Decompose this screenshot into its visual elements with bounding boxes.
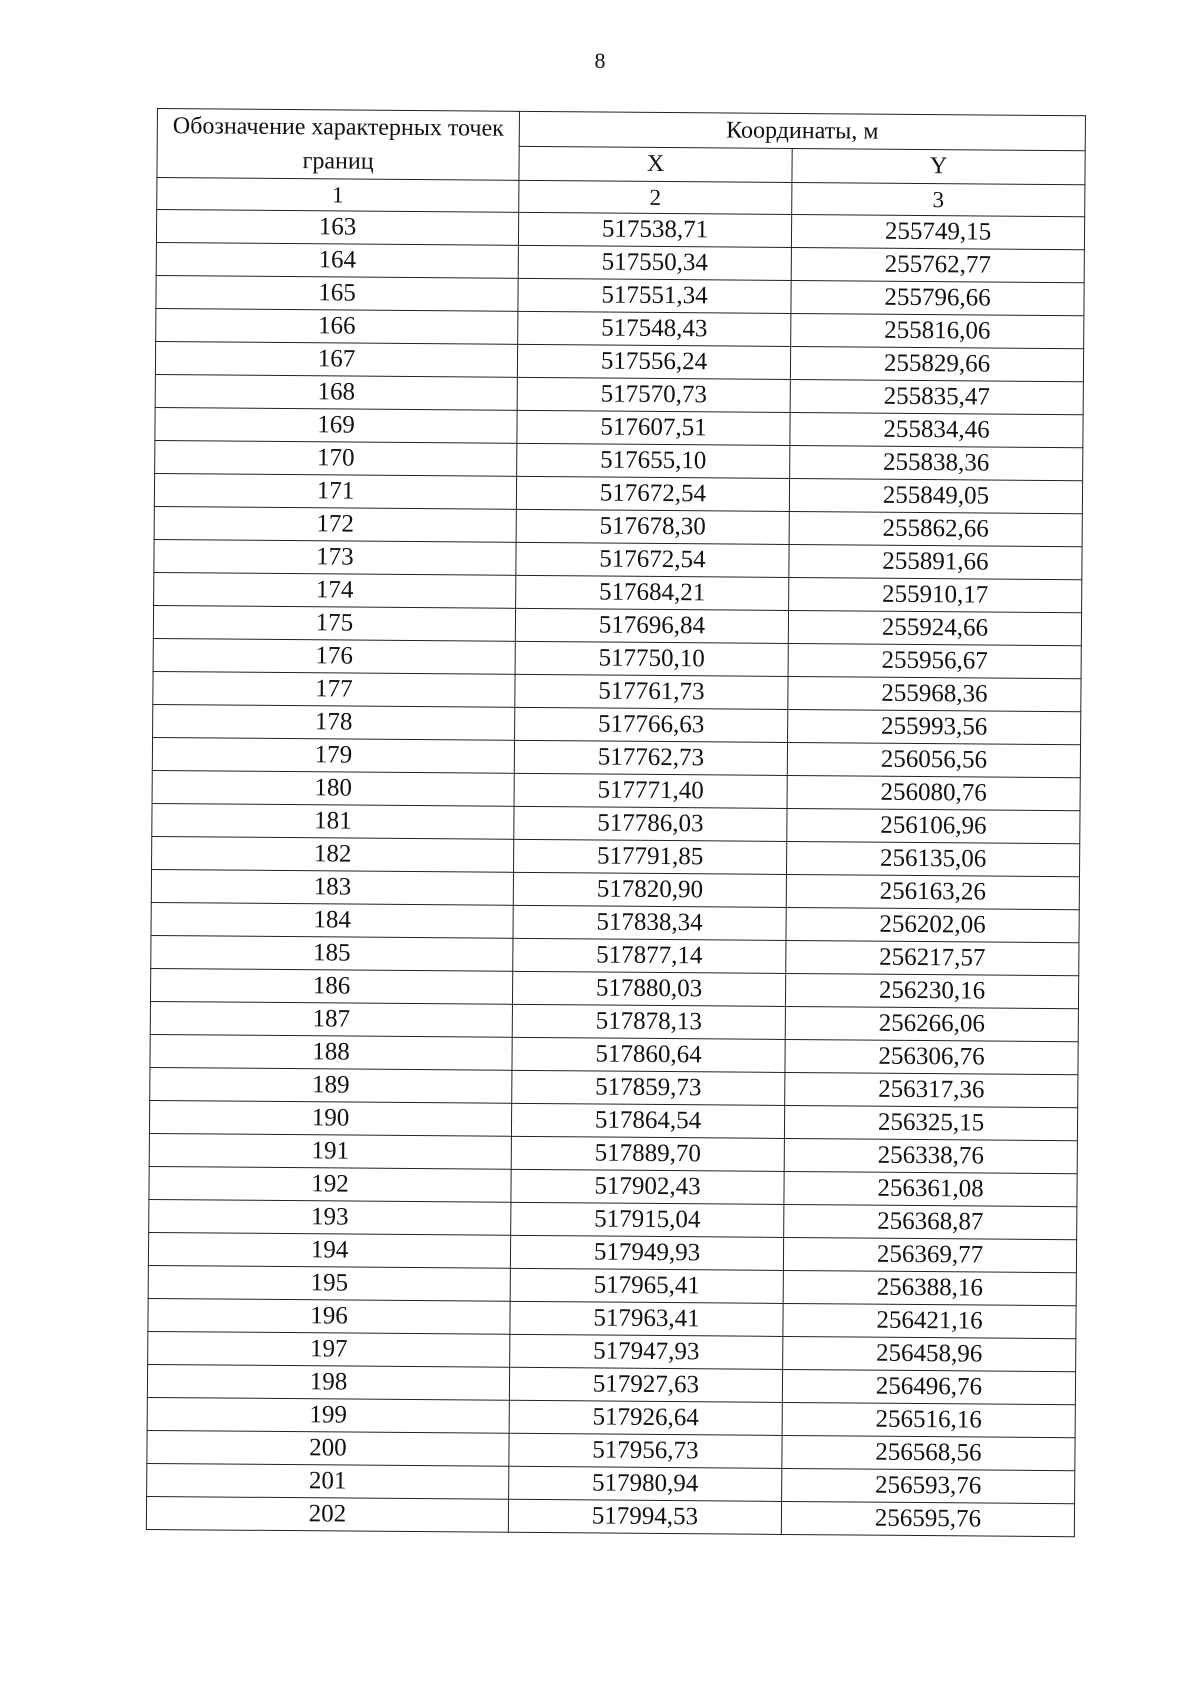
x-coordinate-cell: 517926,64 [509, 1400, 782, 1435]
y-coordinate-cell: 255993,56 [788, 709, 1081, 744]
point-cell: 185 [151, 935, 513, 971]
y-coordinate-cell: 255762,77 [791, 247, 1084, 282]
point-cell: 200 [147, 1430, 509, 1466]
y-coordinate-cell: 255910,17 [789, 577, 1082, 612]
x-coordinate-cell: 517570,73 [517, 377, 790, 412]
point-cell: 188 [150, 1034, 512, 1070]
header-point-label: Обозначение характерных точек границ [157, 109, 520, 181]
x-coordinate-cell: 517859,73 [512, 1070, 785, 1105]
y-coordinate-cell: 256496,76 [782, 1369, 1075, 1404]
x-coordinate-cell: 517762,73 [514, 740, 787, 775]
x-coordinate-cell: 517761,73 [515, 674, 788, 709]
x-coordinate-cell: 517860,64 [512, 1037, 785, 1072]
x-coordinate-cell: 517538,71 [518, 212, 791, 247]
column-number: 2 [519, 180, 792, 214]
point-cell: 184 [151, 902, 513, 938]
point-cell: 182 [152, 836, 514, 872]
y-coordinate-cell: 255838,36 [790, 445, 1083, 480]
y-coordinate-cell: 255749,15 [791, 214, 1084, 249]
point-cell: 201 [147, 1463, 509, 1499]
y-coordinate-cell: 256421,16 [783, 1303, 1076, 1338]
point-cell: 196 [148, 1298, 510, 1334]
point-cell: 181 [152, 803, 514, 839]
y-coordinate-cell: 255891,66 [789, 544, 1082, 579]
point-cell: 175 [153, 605, 515, 641]
x-coordinate-cell: 517678,30 [516, 509, 789, 544]
point-cell: 187 [150, 1001, 512, 1037]
x-coordinate-cell: 517838,34 [513, 905, 786, 940]
point-cell: 172 [154, 506, 516, 542]
y-coordinate-cell: 255924,66 [788, 610, 1081, 645]
point-cell: 163 [156, 210, 518, 246]
y-coordinate-cell: 256266,06 [785, 1006, 1078, 1041]
x-coordinate-cell: 517607,51 [517, 410, 790, 445]
point-cell: 197 [148, 1331, 510, 1367]
y-coordinate-cell: 256593,76 [782, 1468, 1075, 1503]
y-coordinate-cell: 256516,16 [782, 1402, 1075, 1437]
x-coordinate-cell: 517791,85 [514, 839, 787, 874]
x-coordinate-cell: 517956,73 [509, 1433, 782, 1468]
point-cell: 194 [148, 1232, 510, 1268]
x-coordinate-cell: 517672,54 [516, 476, 789, 511]
header-x: X [519, 146, 792, 183]
x-coordinate-cell: 517684,21 [516, 575, 789, 610]
point-cell: 165 [156, 275, 518, 311]
x-coordinate-cell: 517980,94 [509, 1466, 782, 1501]
x-coordinate-cell: 517927,63 [509, 1367, 782, 1402]
point-cell: 174 [154, 572, 516, 608]
y-coordinate-cell: 256325,15 [784, 1105, 1077, 1140]
x-coordinate-cell: 517878,13 [512, 1004, 785, 1039]
point-cell: 169 [155, 407, 517, 443]
point-cell: 179 [152, 737, 514, 773]
x-coordinate-cell: 517949,93 [510, 1235, 783, 1270]
y-coordinate-cell: 256306,76 [785, 1039, 1078, 1074]
y-coordinate-cell: 256080,76 [787, 775, 1080, 810]
x-coordinate-cell: 517880,03 [512, 971, 785, 1006]
x-coordinate-cell: 517750,10 [515, 641, 788, 676]
x-coordinate-cell: 517994,53 [508, 1499, 781, 1534]
y-coordinate-cell: 256230,16 [785, 973, 1078, 1008]
header-coordinates: Координаты, м [519, 111, 1085, 150]
x-coordinate-cell: 517786,03 [514, 806, 787, 841]
y-coordinate-cell: 256595,76 [781, 1501, 1074, 1536]
point-cell: 178 [153, 704, 515, 740]
coordinates-table [146, 108, 1086, 1537]
point-cell: 198 [147, 1364, 509, 1400]
y-coordinate-cell: 255968,36 [788, 676, 1081, 711]
y-coordinate-cell: 255835,47 [790, 379, 1083, 414]
point-cell: 183 [151, 869, 513, 905]
y-coordinate-cell: 256317,36 [785, 1072, 1078, 1107]
x-coordinate-cell: 517864,54 [511, 1103, 784, 1138]
x-coordinate-cell: 517551,34 [518, 278, 791, 313]
y-coordinate-cell: 256217,57 [786, 940, 1079, 975]
y-coordinate-cell: 256135,06 [786, 841, 1079, 876]
x-coordinate-cell: 517947,93 [510, 1334, 783, 1369]
x-coordinate-cell: 517820,90 [513, 872, 786, 907]
point-cell: 176 [153, 638, 515, 674]
coordinates-table-wrapper [146, 108, 1085, 1537]
page-number: 8 [594, 48, 606, 73]
point-cell: 168 [155, 374, 517, 410]
point-cell: 199 [147, 1397, 509, 1433]
y-coordinate-cell: 256361,08 [784, 1171, 1077, 1206]
table-row [146, 1496, 1074, 1536]
x-coordinate-cell: 517766,63 [515, 707, 788, 742]
x-coordinate-cell: 517696,84 [515, 608, 788, 643]
x-coordinate-cell: 517963,41 [510, 1301, 783, 1336]
y-coordinate-cell: 256568,56 [782, 1435, 1075, 1470]
point-cell: 195 [148, 1265, 510, 1301]
y-coordinate-cell: 256369,77 [783, 1237, 1076, 1272]
y-coordinate-cell: 256388,16 [783, 1270, 1076, 1305]
y-coordinate-cell: 255862,66 [789, 511, 1082, 546]
y-coordinate-cell: 256056,56 [787, 742, 1080, 777]
x-coordinate-cell: 517556,24 [517, 344, 790, 379]
x-coordinate-cell: 517655,10 [517, 443, 790, 478]
point-cell: 191 [149, 1133, 511, 1169]
y-coordinate-cell: 255796,66 [791, 280, 1084, 315]
point-cell: 192 [149, 1166, 511, 1202]
x-coordinate-cell: 517902,43 [511, 1169, 784, 1204]
point-cell: 189 [150, 1067, 512, 1103]
point-cell: 171 [154, 473, 516, 509]
column-number: 3 [792, 182, 1085, 216]
y-coordinate-cell: 255816,06 [791, 313, 1084, 348]
y-coordinate-cell: 256202,06 [786, 907, 1079, 942]
point-cell: 167 [155, 341, 517, 377]
y-coordinate-cell: 255956,67 [788, 643, 1081, 678]
x-coordinate-cell: 517672,54 [516, 542, 789, 577]
point-cell: 186 [150, 968, 512, 1004]
x-coordinate-cell: 517548,43 [518, 311, 791, 346]
y-coordinate-cell: 256163,26 [786, 874, 1079, 909]
table-header-row [157, 109, 1085, 151]
y-coordinate-cell: 256338,76 [784, 1138, 1077, 1173]
point-cell: 180 [152, 770, 514, 806]
x-coordinate-cell: 517915,04 [511, 1202, 784, 1237]
y-coordinate-cell: 255834,46 [790, 412, 1083, 447]
column-number: 1 [157, 178, 519, 213]
point-cell: 173 [154, 539, 516, 575]
y-coordinate-cell: 256106,96 [787, 808, 1080, 843]
header-y: Y [792, 148, 1085, 185]
x-coordinate-cell: 517877,14 [513, 938, 786, 973]
y-coordinate-cell: 256458,96 [783, 1336, 1076, 1371]
x-coordinate-cell: 517771,40 [514, 773, 787, 808]
point-cell: 170 [155, 440, 517, 476]
point-cell: 164 [156, 242, 518, 278]
table-body [146, 210, 1084, 1537]
point-cell: 166 [156, 308, 518, 344]
x-coordinate-cell: 517965,41 [510, 1268, 783, 1303]
x-coordinate-cell: 517889,70 [511, 1136, 784, 1171]
point-cell: 190 [149, 1100, 511, 1136]
y-coordinate-cell: 256368,87 [784, 1204, 1077, 1239]
y-coordinate-cell: 255849,05 [789, 478, 1082, 513]
point-cell: 202 [146, 1496, 508, 1532]
y-coordinate-cell: 255829,66 [790, 346, 1083, 381]
point-cell: 193 [149, 1199, 511, 1235]
point-cell: 177 [153, 671, 515, 707]
x-coordinate-cell: 517550,34 [518, 245, 791, 280]
